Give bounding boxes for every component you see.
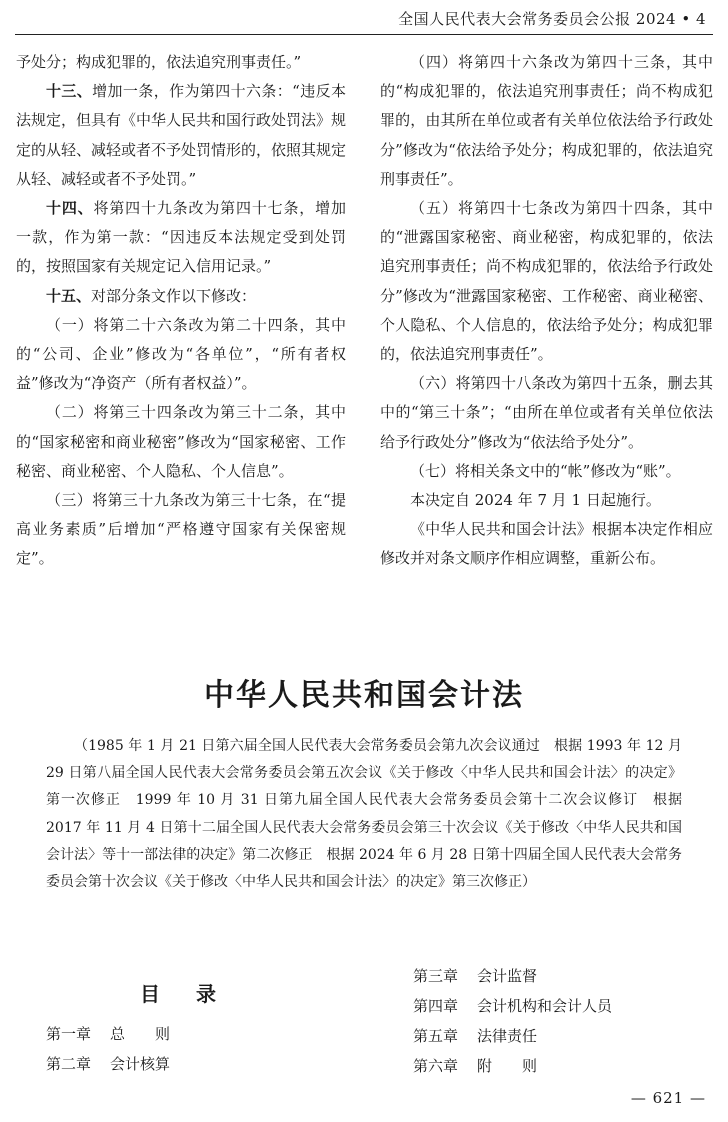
toc-chapter-name: 会计机构和会计人员 [477,997,613,1015]
toc-chapter-name: 会计核算 [110,1055,171,1073]
paragraph: 本决定自 2024 年 7 月 1 日起施行。 [410,491,661,510]
paragraph: （五）将第四十七条改为第四十四条，其中的“泄露国家秘密、商业秘密，构成犯罪的，依法追究刑事责任；尚不构成犯罪的，依法给予行政处分”修改为“泄露国家秘密、工作秘密、商业秘密、个人隐私、个人信息的，依法给予处分；构成犯罪的，依法追究刑事责任”。 [380,199,713,364]
toc-chapter-name: 会计监督 [477,967,538,985]
toc-right-column [413,961,612,1081]
paragraph: （四）将第四十六条改为第四十三条，其中的“构成犯罪的，依法追究刑事责任；尚不构成犯罪的，由其所在单位或者有关单位依法给予行政处分”修改为“依法给予处分；构成犯罪的，依法追究刑事责任”。 [380,53,713,188]
toc-entry[interactable] [413,961,612,991]
toc-left-column [46,1019,170,1079]
page-number: — 621 — [630,1089,706,1107]
toc-entry[interactable] [413,991,612,1021]
toc-entry[interactable] [413,1051,612,1081]
paragraph: （二）将第三十四条改为第三十二条，其中的“国家秘密和商业秘密”修改为“国家秘密、工作秘密、商业秘密、个人隐私、个人信息”。 [16,403,346,480]
paragraph: （三）将第三十九条改为第三十七条，在“提高业务素质”后增加“严格遵守国家有关保密规定”。 [16,491,346,568]
toc-chapter-number: 第一章 [46,1025,92,1043]
toc-chapter-number: 第六章 [413,1057,459,1075]
paragraph: 予处分；构成犯罪的，依法追究刑事责任。” [16,53,302,71]
left-column [16,48,346,574]
header-divider [15,34,713,35]
paragraph: 十五、对部分条文作以下修改： [46,286,257,305]
toc-chapter-number: 第二章 [46,1055,92,1073]
paragraph: （六）将第四十八条改为第四十五条，删去其中的“第三十条”；“由所在单位或者有关单位依法给予行政处分”修改为“依法给予处分”。 [380,374,713,451]
page-header: 全国人民代表大会常务委员会公报 2024 • 4 [398,10,706,28]
paragraph: 十三、增加一条，作为第四十六条：“违反本法规定，但具有《中华人民共和国行政处罚法》规定的从轻、减轻或者不予处罚情形的，依照其规定从轻、减轻或者不予处罚。” [16,82,347,188]
item-number: 十三、 [46,82,93,101]
toc-entry[interactable] [46,1049,170,1079]
item-number: 十五、 [46,286,92,305]
law-title: 中华人民共和国会计法 [204,678,524,713]
right-column [380,48,713,574]
toc-entry[interactable] [46,1019,170,1049]
item-number: 十四、 [46,199,94,218]
paragraph: 十四、将第四十九条改为第四十七条，增加一款，作为第一款：“因违反本法规定受到处罚的，按照国家有关规定记入信用记录。” [16,199,346,276]
paragraph: （一）将第二十六条改为第二十四条，其中的“公司、企业”修改为“各单位”，“所有者权益”修改为“净资产（所有者权益）”。 [16,315,346,393]
toc-entry[interactable] [413,1021,612,1051]
paragraph: （七）将相关条文中的“帐”修改为“账”。 [410,461,681,480]
toc-chapter-number: 第四章 [413,997,459,1015]
toc-chapter-name: 法律责任 [477,1027,538,1045]
toc-title: 目录 [140,982,252,1006]
toc-chapter-name: 总 则 [110,1025,171,1043]
toc-chapter-number: 第五章 [413,1027,459,1045]
history-text: （1985 年 1 月 21 日第六届全国人民代表大会常务委员会第九次会议通过 根据 1993 年 12 月 29 日第八届全国人民代表大会常务委员会第五次会议《关于修改〈中华人民共和国会计法〉的决定》第一次修正 1999 年 10 月 31 日第九届全国人民代表大会常务委员会第十二次会议修订 根据 2017 年 11 月 4 日第十二届全国人民代表大会常务委员会第三十次会议《关于修改〈中华人民共和国会计法〉等十一部法律的决定》第二次修正 根据 2024 年 6 月 28 日第十四届全国人民代表大会常务委员会第十次会议《关于修改〈中华人民共和国会计法〉的决定》第三次修正） [46,738,683,891]
toc-chapter-number: 第三章 [413,967,459,985]
toc-chapter-name: 附 则 [477,1057,538,1075]
paragraph: 《中华人民共和国会计法》根据本决定作相应修改并对条文顺序作相应调整，重新公布。 [380,520,713,568]
legislative-history [46,733,682,896]
